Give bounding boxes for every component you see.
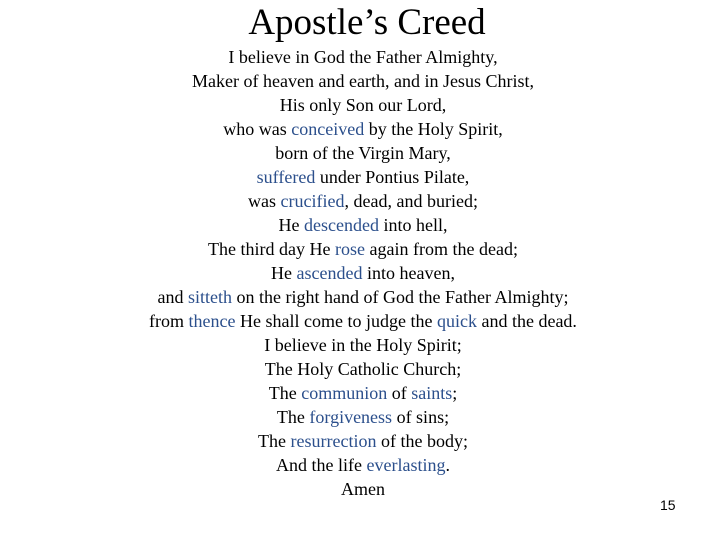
highlighted-word: ascended [296, 263, 363, 283]
line-text: And the life [276, 455, 367, 475]
line-text: by the Holy Spirit, [364, 119, 503, 139]
creed-line [0, 93, 720, 117]
creed-line [0, 117, 720, 141]
page-number: 15 [660, 497, 676, 513]
creed-line [0, 261, 720, 285]
highlighted-word: resurrection [290, 431, 377, 451]
line-text: His only Son our Lord, [279, 95, 447, 115]
line-text: was [248, 191, 281, 211]
creed-line [0, 453, 720, 477]
line-text: Amen [341, 479, 385, 499]
line-text: The Holy Catholic Church; [264, 359, 462, 379]
line-text: of [387, 383, 412, 403]
line-text: Maker of heaven and earth, and in Jesus Christ, [192, 71, 534, 91]
line-text: The [258, 431, 291, 451]
highlighted-word: thence [188, 311, 236, 331]
line-text: The [268, 383, 302, 403]
creed-line [0, 213, 720, 237]
creed-line [0, 141, 720, 165]
creed-line [0, 165, 720, 189]
creed-line [0, 45, 720, 69]
line-text: from [149, 311, 189, 331]
line-text: on the right hand of God the Father Almighty; [232, 287, 569, 307]
line-text: born of the Virgin Mary, [275, 143, 451, 163]
highlighted-word: rose [335, 239, 365, 259]
line-text: The third day He [208, 239, 335, 259]
line-text: into heaven, [362, 263, 455, 283]
line-text: and [157, 287, 189, 307]
highlighted-word: crucified [280, 191, 345, 211]
creed-line [0, 477, 720, 501]
highlighted-word: everlasting [366, 455, 446, 475]
creed-line [0, 69, 720, 93]
line-text: I believe in the Holy Spirit; [264, 335, 462, 355]
highlighted-word: conceived [291, 119, 365, 139]
highlighted-word: communion [301, 383, 388, 403]
creed-line [0, 189, 720, 213]
creed-line [0, 429, 720, 453]
line-text: , dead, and buried; [344, 191, 478, 211]
line-text: He [271, 263, 297, 283]
line-text: who was [223, 119, 292, 139]
line-text: under Pontius Pilate, [315, 167, 470, 187]
creed-line [0, 405, 720, 429]
line-text: I believe in God the Father Almighty, [228, 47, 498, 67]
highlighted-word: sitteth [188, 287, 233, 307]
line-text: He [278, 215, 305, 235]
line-text: The [276, 407, 310, 427]
highlighted-word: descended [304, 215, 379, 235]
highlighted-word: quick [436, 311, 477, 331]
highlighted-word: forgiveness [309, 407, 393, 427]
creed-text [0, 45, 720, 501]
line-text: again from the dead; [365, 239, 518, 259]
creed-line [0, 381, 720, 405]
creed-line [0, 285, 720, 309]
line-text: into hell, [378, 215, 448, 235]
creed-line [0, 309, 720, 333]
line-text: of sins; [392, 407, 450, 427]
page-title: Apostle’s Creed [248, 2, 486, 43]
creed-line [0, 237, 720, 261]
line-text: and the dead. [476, 311, 577, 331]
creed-line [0, 357, 720, 381]
line-text: He shall come to judge the [235, 311, 437, 331]
line-text: ; [452, 383, 458, 403]
line-text: of the body; [376, 431, 468, 451]
highlighted-word: suffered [256, 167, 316, 187]
line-text: . [445, 455, 450, 475]
creed-line [0, 333, 720, 357]
highlighted-word: saints [411, 383, 453, 403]
